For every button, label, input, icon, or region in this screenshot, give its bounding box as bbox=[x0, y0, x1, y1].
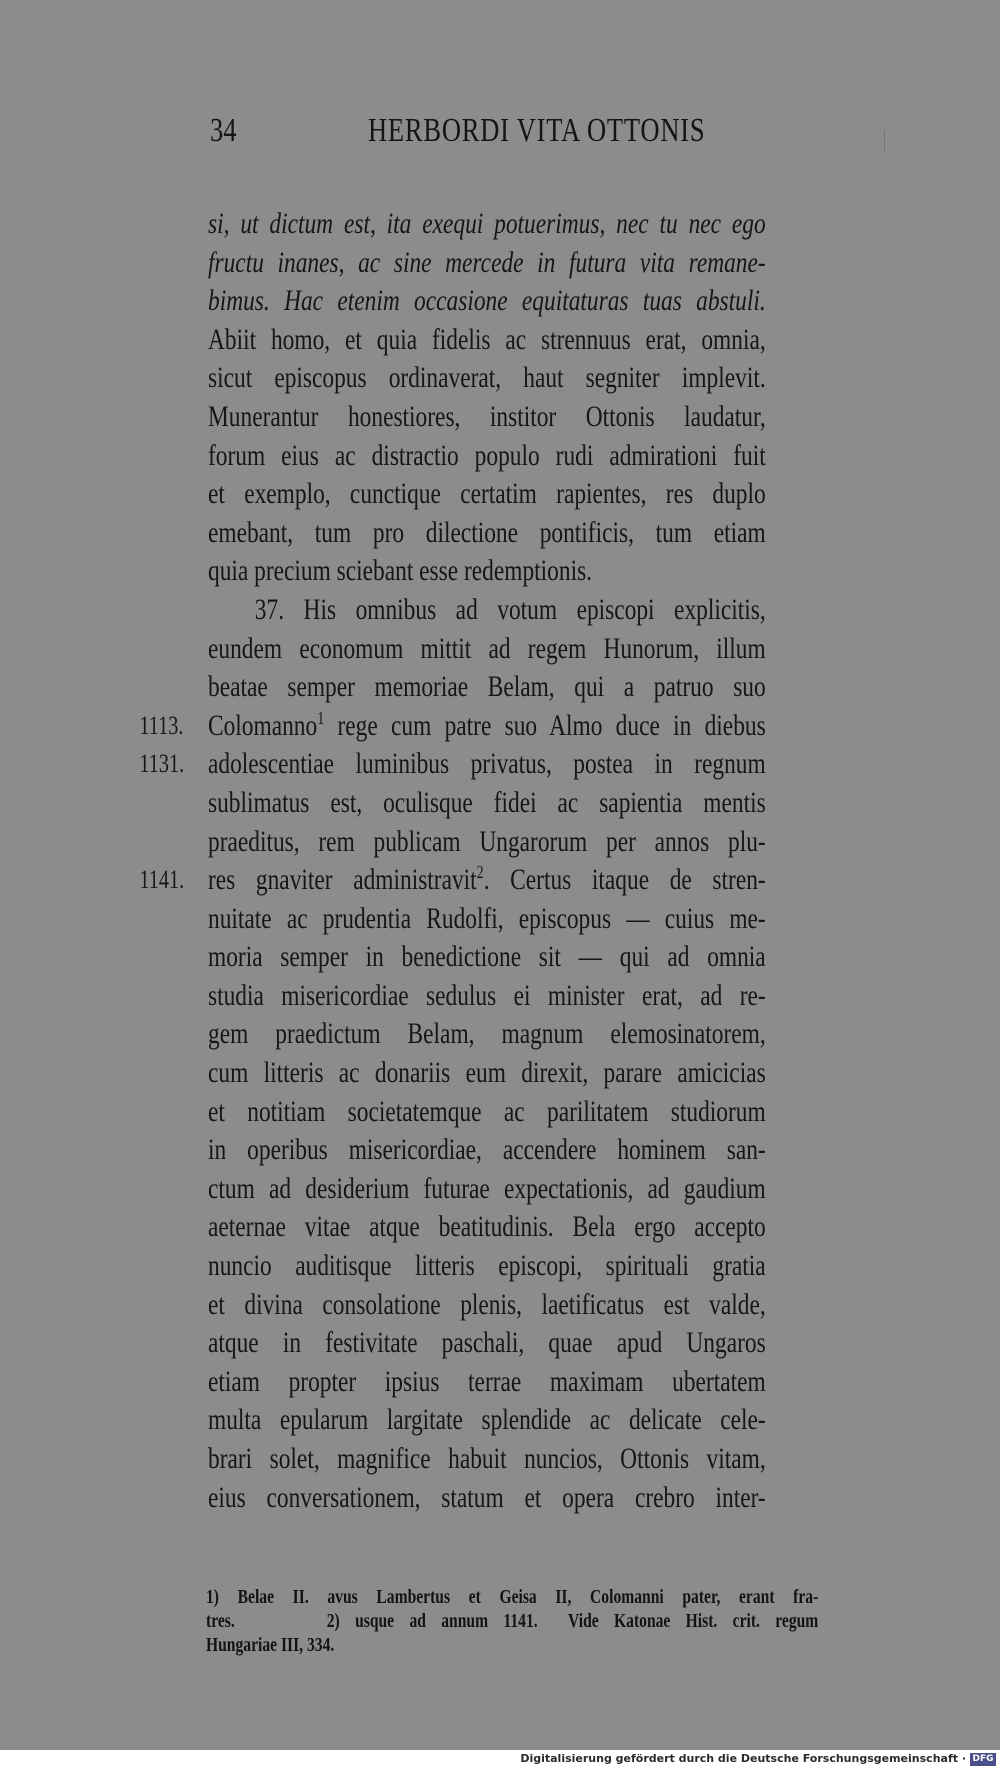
text-line bbox=[208, 630, 766, 669]
line-text: eius conversationem, statum et opera crebro inter- bbox=[208, 1480, 766, 1514]
footer-credit: Digitalisierung gefördert durch die Deutsche Forschungsgemeinschaft · bbox=[520, 1752, 966, 1765]
text-line bbox=[208, 359, 766, 398]
line-text: adolescentiae luminibus privatus, postea in regnum bbox=[208, 747, 766, 781]
line-text: aeternae vitae atque beatitudinis. Bela ergo accepto bbox=[208, 1210, 766, 1244]
page-header bbox=[200, 112, 780, 172]
footnote-ref: 1 bbox=[317, 707, 325, 728]
line-text: nuitate ac prudentia Rudolfi, episcopus — cuius me- bbox=[208, 901, 766, 935]
text-line bbox=[208, 398, 766, 437]
line-text: forum eius ac distractio populo rudi admirationi fuit bbox=[208, 438, 766, 472]
line-text: studia misericordiae sedulus ei minister erat, ad re- bbox=[208, 978, 766, 1012]
line-text: brari solet, magnifice habuit nuncios, Ottonis vitam, bbox=[208, 1442, 766, 1475]
footnote-line: Hungariae III, 334. bbox=[206, 1634, 335, 1656]
page-number: 34 bbox=[210, 112, 237, 149]
footnote-ref: 2 bbox=[476, 862, 484, 883]
text-line bbox=[208, 1479, 766, 1518]
text-line bbox=[208, 1247, 766, 1286]
line-text: Colomanno bbox=[208, 708, 318, 742]
line-text: sublimatus est, oculisque fidei ac sapientia mentis bbox=[208, 785, 766, 819]
text-line bbox=[139, 707, 766, 746]
line-text: in operibus misericordiae, accendere hominem san- bbox=[208, 1133, 766, 1167]
line-text: quia precium sciebant esse redemptionis. bbox=[208, 554, 593, 588]
footnote-line: 1) Belae II. avus Lambertus et Geisa II, Colomanni pater, erant fra- bbox=[206, 1586, 819, 1608]
margin-year-note: 1141. bbox=[139, 865, 185, 895]
margin-year-note: 1113. bbox=[139, 710, 184, 740]
text-line bbox=[208, 1054, 766, 1093]
text-line bbox=[139, 861, 766, 900]
line-text: bimus. Hac etenim occasione equitaturas tuas abstuli. bbox=[208, 284, 766, 318]
line-text: cum litteris ac donariis eum direxit, parare amicicias bbox=[208, 1056, 766, 1090]
text-line bbox=[208, 1131, 766, 1170]
text-line bbox=[208, 938, 766, 977]
dfg-logo: DFG bbox=[970, 1753, 996, 1766]
text-line bbox=[208, 1208, 766, 1247]
footnote-line: tres. 2) usque ad annum 1141. Vide Katonae Hist. crit. regum bbox=[206, 1610, 819, 1632]
text-line bbox=[208, 1093, 766, 1132]
line-text: emebant, tum pro dilectione pontificis, tum etiam bbox=[208, 515, 766, 549]
line-text: si, ut dictum est, ita exequi potuerimus, nec tu nec ego bbox=[208, 207, 766, 240]
line-text-continued: . Certus itaque de stren- bbox=[483, 863, 766, 897]
margin-year-note: 1131. bbox=[139, 749, 185, 779]
text-line bbox=[208, 1324, 766, 1363]
text-line bbox=[208, 823, 766, 862]
text-line bbox=[208, 205, 766, 244]
line-text: ctum ad desiderium futurae expectationis, ad gaudium bbox=[208, 1171, 766, 1205]
text-line bbox=[208, 282, 766, 321]
text-line bbox=[208, 514, 766, 553]
text-line bbox=[208, 900, 766, 939]
line-text: eundem economum mittit ad regem Hunorum, illum bbox=[208, 631, 766, 665]
line-text: praeditus, rem publicam Ungarorum per annos plu- bbox=[208, 824, 766, 858]
text-line bbox=[139, 745, 766, 784]
line-text: et notitiam societatemque ac parilitatem studiorum bbox=[208, 1094, 766, 1128]
scan-mark bbox=[884, 130, 885, 152]
digitization-footer bbox=[0, 1750, 1000, 1770]
text-line bbox=[208, 437, 766, 476]
text-line bbox=[208, 1015, 766, 1054]
text-line bbox=[208, 668, 766, 707]
text-line bbox=[208, 475, 766, 514]
text-line bbox=[208, 591, 766, 630]
text-line bbox=[208, 1170, 766, 1209]
line-text: nuncio auditisque litteris episcopi, spirituali gratia bbox=[208, 1249, 766, 1283]
line-text-continued: rege cum patre suo Almo duce in diebus bbox=[324, 708, 766, 742]
line-text: etiam propter ipsius terrae maximam ubertatem bbox=[208, 1364, 766, 1398]
line-text: Munerantur honestiores, institor Ottonis laudatur, bbox=[208, 399, 766, 433]
text-line bbox=[208, 1363, 766, 1402]
line-text: atque in festivitate paschali, quae apud Ungaros bbox=[208, 1326, 766, 1360]
text-line bbox=[208, 1440, 766, 1479]
text-line bbox=[208, 977, 766, 1016]
line-text: Abiit homo, et quia fidelis ac strennuus erat, omnia, bbox=[208, 322, 766, 356]
line-text: multa epularum largitate splendide ac delicate cele- bbox=[208, 1403, 766, 1437]
footnotes bbox=[206, 1585, 818, 1657]
line-text: sicut episcopus ordinaverat, haut segniter implevit. bbox=[208, 361, 766, 395]
text-line bbox=[208, 1401, 766, 1440]
running-title: HERBORDI VITA OTTONIS bbox=[368, 112, 706, 149]
text-line bbox=[208, 552, 766, 591]
line-text: gem praedictum Belam, magnum elemosinatorem, bbox=[208, 1017, 766, 1051]
line-text: moria semper in benedictione sit — qui ad omnia bbox=[208, 940, 766, 974]
text-line bbox=[208, 244, 766, 283]
line-text: beatae semper memoriae Belam, qui a patruo suo bbox=[208, 670, 766, 704]
line-text: res gnaviter administravit bbox=[208, 863, 477, 897]
line-text: et divina consolatione plenis, laetificatus est valde, bbox=[208, 1287, 766, 1321]
text-line bbox=[208, 1286, 766, 1325]
text-line bbox=[208, 321, 766, 360]
line-text: et exemplo, cunctique certatim rapientes, res duplo bbox=[208, 477, 766, 511]
text-line bbox=[208, 784, 766, 823]
line-text: 37. His omnibus ad votum episcopi explicitis, bbox=[254, 592, 766, 626]
line-text: fructu inanes, ac sine mercede in futura vita remane- bbox=[208, 245, 766, 279]
body-text bbox=[139, 205, 766, 1517]
